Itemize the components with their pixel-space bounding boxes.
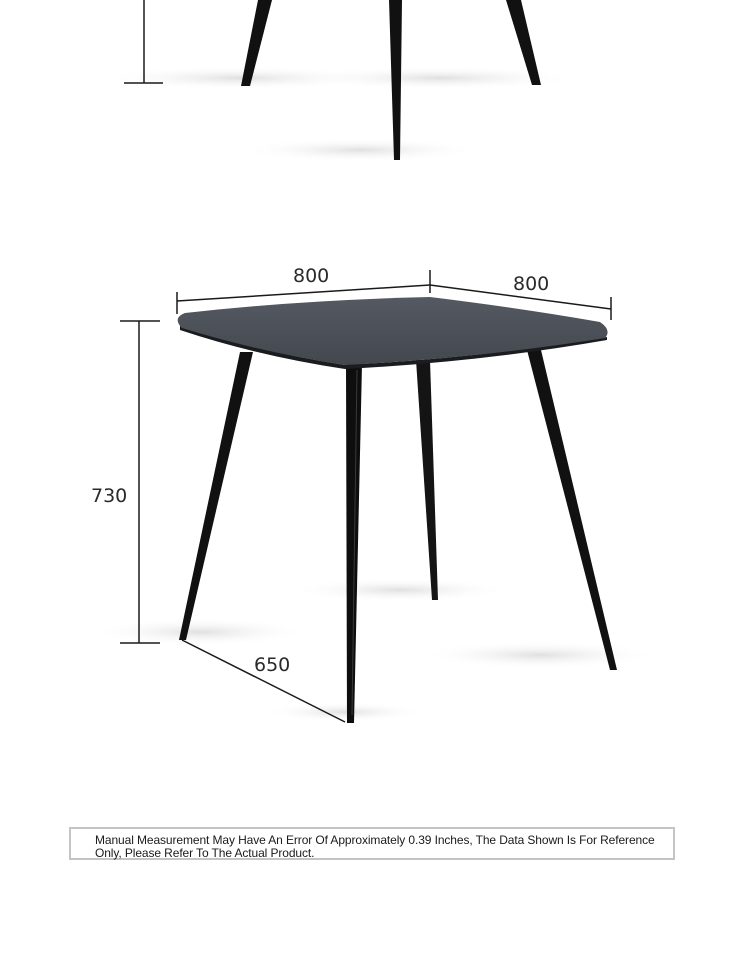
disclaimer-text: Manual Measurement May Have An Error Of Approximately 0.39 Inches, The Data Shown Is For Reference Only, Please Refer To The Actual Product. [95,833,655,860]
width-left-label: 800 [293,265,330,287]
height-label: 730 [91,485,128,507]
width-right-label: 800 [513,273,550,295]
table-leg-left [179,352,253,640]
depth-label: 650 [254,654,291,676]
chair-legs-icon [100,0,580,162]
square-table-icon [90,297,660,723]
disclaimer-box [69,827,675,860]
table-leg-right [527,350,617,670]
table-leg-back [416,360,438,600]
